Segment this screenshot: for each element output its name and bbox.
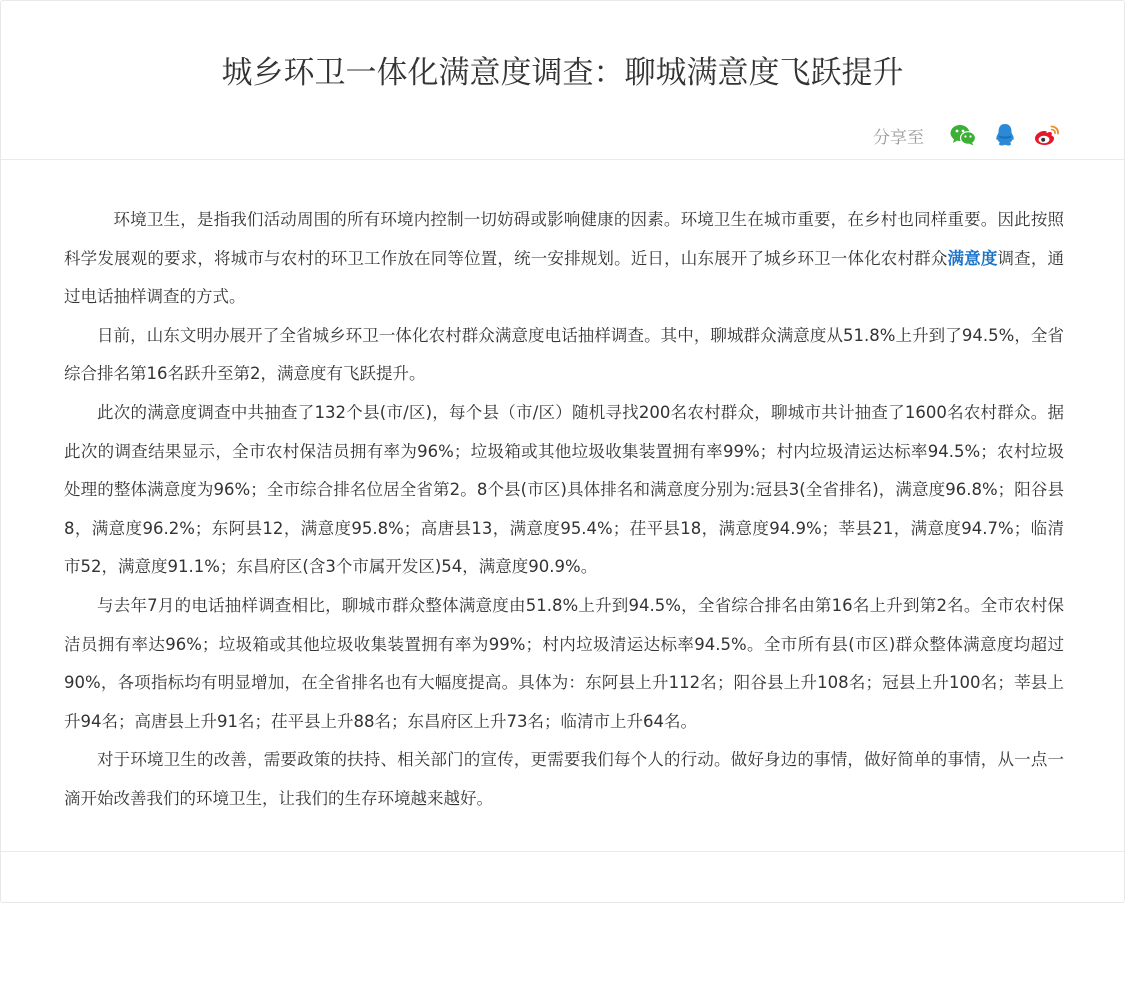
qq-icon[interactable]: [990, 120, 1020, 150]
wechat-icon[interactable]: [948, 120, 978, 150]
article-footer: [1, 851, 1124, 903]
paragraph-1: [64, 201, 1064, 317]
paragraph-2: 日前，山东文明办展开了全省城乡环卫一体化农村群众满意度电话抽样调查。其中，聊城群众满意度从51.8%上升到了94.5%，全省综合排名第16名跃升至第2，满意度有飞跃提升。: [64, 325, 1064, 384]
share-label: 分享至: [873, 127, 924, 148]
paragraph-1-text-end: 调查，通过电话抽样调查的方式。: [64, 248, 1065, 307]
share-bar: [873, 119, 1062, 151]
paragraph-4: 与去年7月的电话抽样调查相比，聊城市群众整体满意度由51.8%上升到94.5%，全省综合排名由第16名上升到第2名。全市农村保洁员拥有率达96%；垃圾箱或其他垃圾收集装置拥有率为99%；村内垃圾清运达标率94.5%。全市所有县(市区)群众整体满意度均超过90%，各项指标均有明显增加，在全省排名也有大幅度提高。具体为：东阿县上升112名；阳谷县上升108名；冠县上升100名；莘县上升94名；高唐县上升91名；茌平县上升88名；东昌府区上升73名；临清市上升64名。: [64, 595, 1064, 731]
weibo-icon[interactable]: [1032, 120, 1062, 150]
paragraph-3: 此次的满意度调查中共抽查了132个县(市/区)，每个县（市/区）随机寻找200名农村群众，聊城市共计抽查了1600名农村群众。据此次的调查结果显示，全市农村保洁员拥有率为96%；垃圾箱或其他垃圾收集装置拥有率99%；村内垃圾清运达标率94.5%；农村垃圾处理的整体满意度为96%；全市综合排名位居全省第2。8个县(市区)具体排名和满意度分别为:冠县3(全省排名)，满意度96.8%；阳谷县8，满意度96.2%；东阿县12，满意度95.8%；高唐县13，满意度95.4%；茌平县18，满意度94.9%；莘县21，满意度94.7%；临清市52，满意度91.1%；东昌府区(含3个市属开发区)54，满意度90.9%。: [64, 402, 1064, 577]
article-header: [1, 1, 1124, 160]
keyword-link[interactable]: 满意度: [947, 248, 998, 268]
article-body: [64, 201, 1064, 819]
paragraph-5: 对于环境卫生的改善，需要政策的扶持、相关部门的宣传，更需要我们每个人的行动。做好身边的事情，做好简单的事情，从一点一滴开始改善我们的环境卫生，让我们的生存环境越来越好。: [64, 750, 1064, 808]
paragraph-1-text: 环境卫生，是指我们活动周围的所有环境内控制一切妨碍或影响健康的因素。环境卫生在城市重要，在乡村也同样重要。因此按照科学发展观的要求，将城市与农村的环卫工作放在同等位置，统一安排规划。近日，山东展开了城乡环卫一体化农村群众: [64, 210, 1064, 268]
article-title: 城乡环卫一体化满意度调查：聊城满意度飞跃提升: [221, 55, 904, 91]
